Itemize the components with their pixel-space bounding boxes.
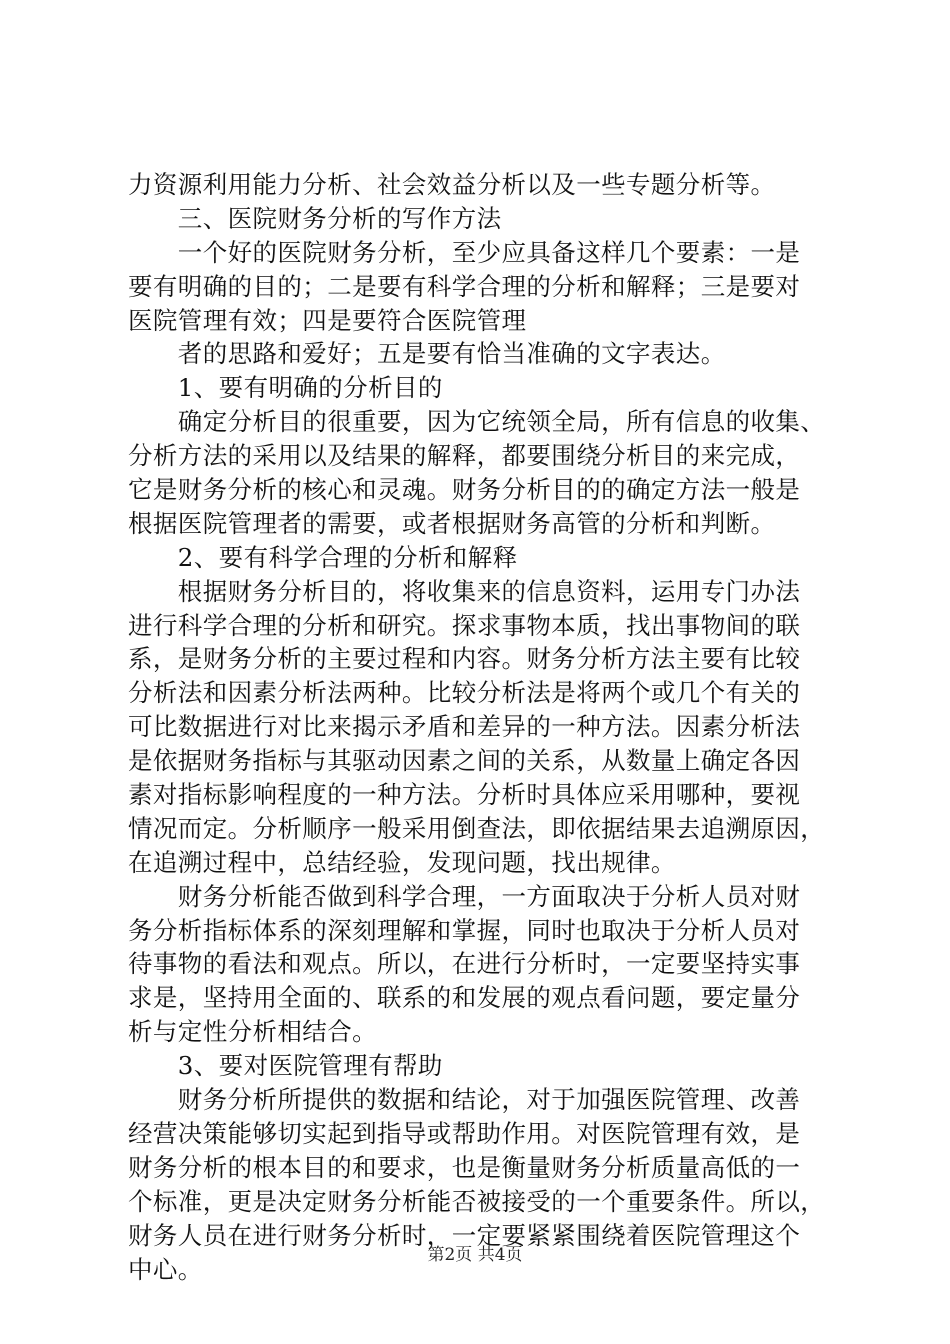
text-line: 可比数据进行对比来揭示矛盾和差异的一种方法。因素分析法 <box>128 712 801 742</box>
text-line: 分析法和因素分析法两种。比较分析法是将两个或几个有关的 <box>128 678 801 708</box>
text-line: 进行科学合理的分析和研究。探求事物本质，找出事物间的联 <box>128 610 801 640</box>
text-line: 它是财务分析的核心和灵魂。财务分析目的的确定方法一般是 <box>128 475 801 505</box>
text-line: 根据医院管理者的需要，或者根据财务高管的分析和判断。 <box>128 508 776 538</box>
page-footer <box>0 1244 950 1266</box>
text-line: 财务人员在进行财务分析时，一定要紧紧围绕着医院管理这个 <box>128 1220 801 1250</box>
document-body <box>128 168 840 1286</box>
text-line: 确定分析目的很重要，因为它统领全局，所有信息的收集、 <box>128 407 826 437</box>
page-number: 第2页 共4页 <box>427 1245 523 1265</box>
text-line: 素对指标影响程度的一种方法。分析时具体应采用哪种，要视 <box>128 780 801 810</box>
text-line: 一个好的医院财务分析，至少应具备这样几个要素：一是 <box>128 237 801 267</box>
text-line: 财务分析所提供的数据和结论，对于加强医院管理、改善 <box>128 1085 801 1115</box>
subsection-heading: 1、要有明确的分析目的 <box>128 373 443 403</box>
section-heading: 三、医院财务分析的写作方法 <box>128 203 502 233</box>
text-line: 分析方法的采用以及结果的解释，都要围绕分析目的来完成， <box>128 441 801 471</box>
text-line: 求是，坚持用全面的、联系的和发展的观点看问题，要定量分 <box>128 983 801 1013</box>
text-line: 要有明确的目的；二是要有科学合理的分析和解释；三是要对 <box>128 271 801 301</box>
subsection-heading: 2、要有科学合理的分析和解释 <box>128 542 518 572</box>
text-line: 系，是财务分析的主要过程和内容。财务分析方法主要有比较 <box>128 644 801 674</box>
text-line: 力资源利用能力分析、社会效益分析以及一些专题分析等。 <box>128 170 776 199</box>
text-line: 待事物的看法和观点。所以，在进行分析时，一定要坚持实事 <box>128 949 801 979</box>
text-line: 析与定性分析相结合。 <box>128 1017 377 1047</box>
text-line: 经营决策能够切实起到指导或帮助作用。对医院管理有效，是 <box>128 1118 801 1148</box>
text-line: 财务分析的根本目的和要求，也是衡量财务分析质量高低的一 <box>128 1152 801 1182</box>
text-line: 个标准，更是决定财务分析能否被接受的一个重要条件。所以， <box>128 1186 826 1216</box>
text-line: 情况而定。分析顺序一般采用倒查法，即依据结果去追溯原因， <box>128 813 826 843</box>
text-line: 是依据财务指标与其驱动因素之间的关系，从数量上确定各因 <box>128 746 801 776</box>
text-line: 中心。 <box>128 1254 203 1284</box>
text-line: 者的思路和爱好；五是要有恰当准确的文字表达。 <box>128 339 726 369</box>
text-line: 医院管理有效；四是要符合医院管理 <box>128 305 527 335</box>
text-line: 在追溯过程中，总结经验，发现问题，找出规律。 <box>128 847 676 877</box>
text-line: 务分析指标体系的深刻理解和掌握，同时也取决于分析人员对 <box>128 915 801 945</box>
subsection-heading: 3、要对医院管理有帮助 <box>128 1051 443 1081</box>
text-line: 根据财务分析目的，将收集来的信息资料，运用专门办法 <box>128 576 801 606</box>
text-line: 财务分析能否做到科学合理，一方面取决于分析人员对财 <box>128 881 801 911</box>
